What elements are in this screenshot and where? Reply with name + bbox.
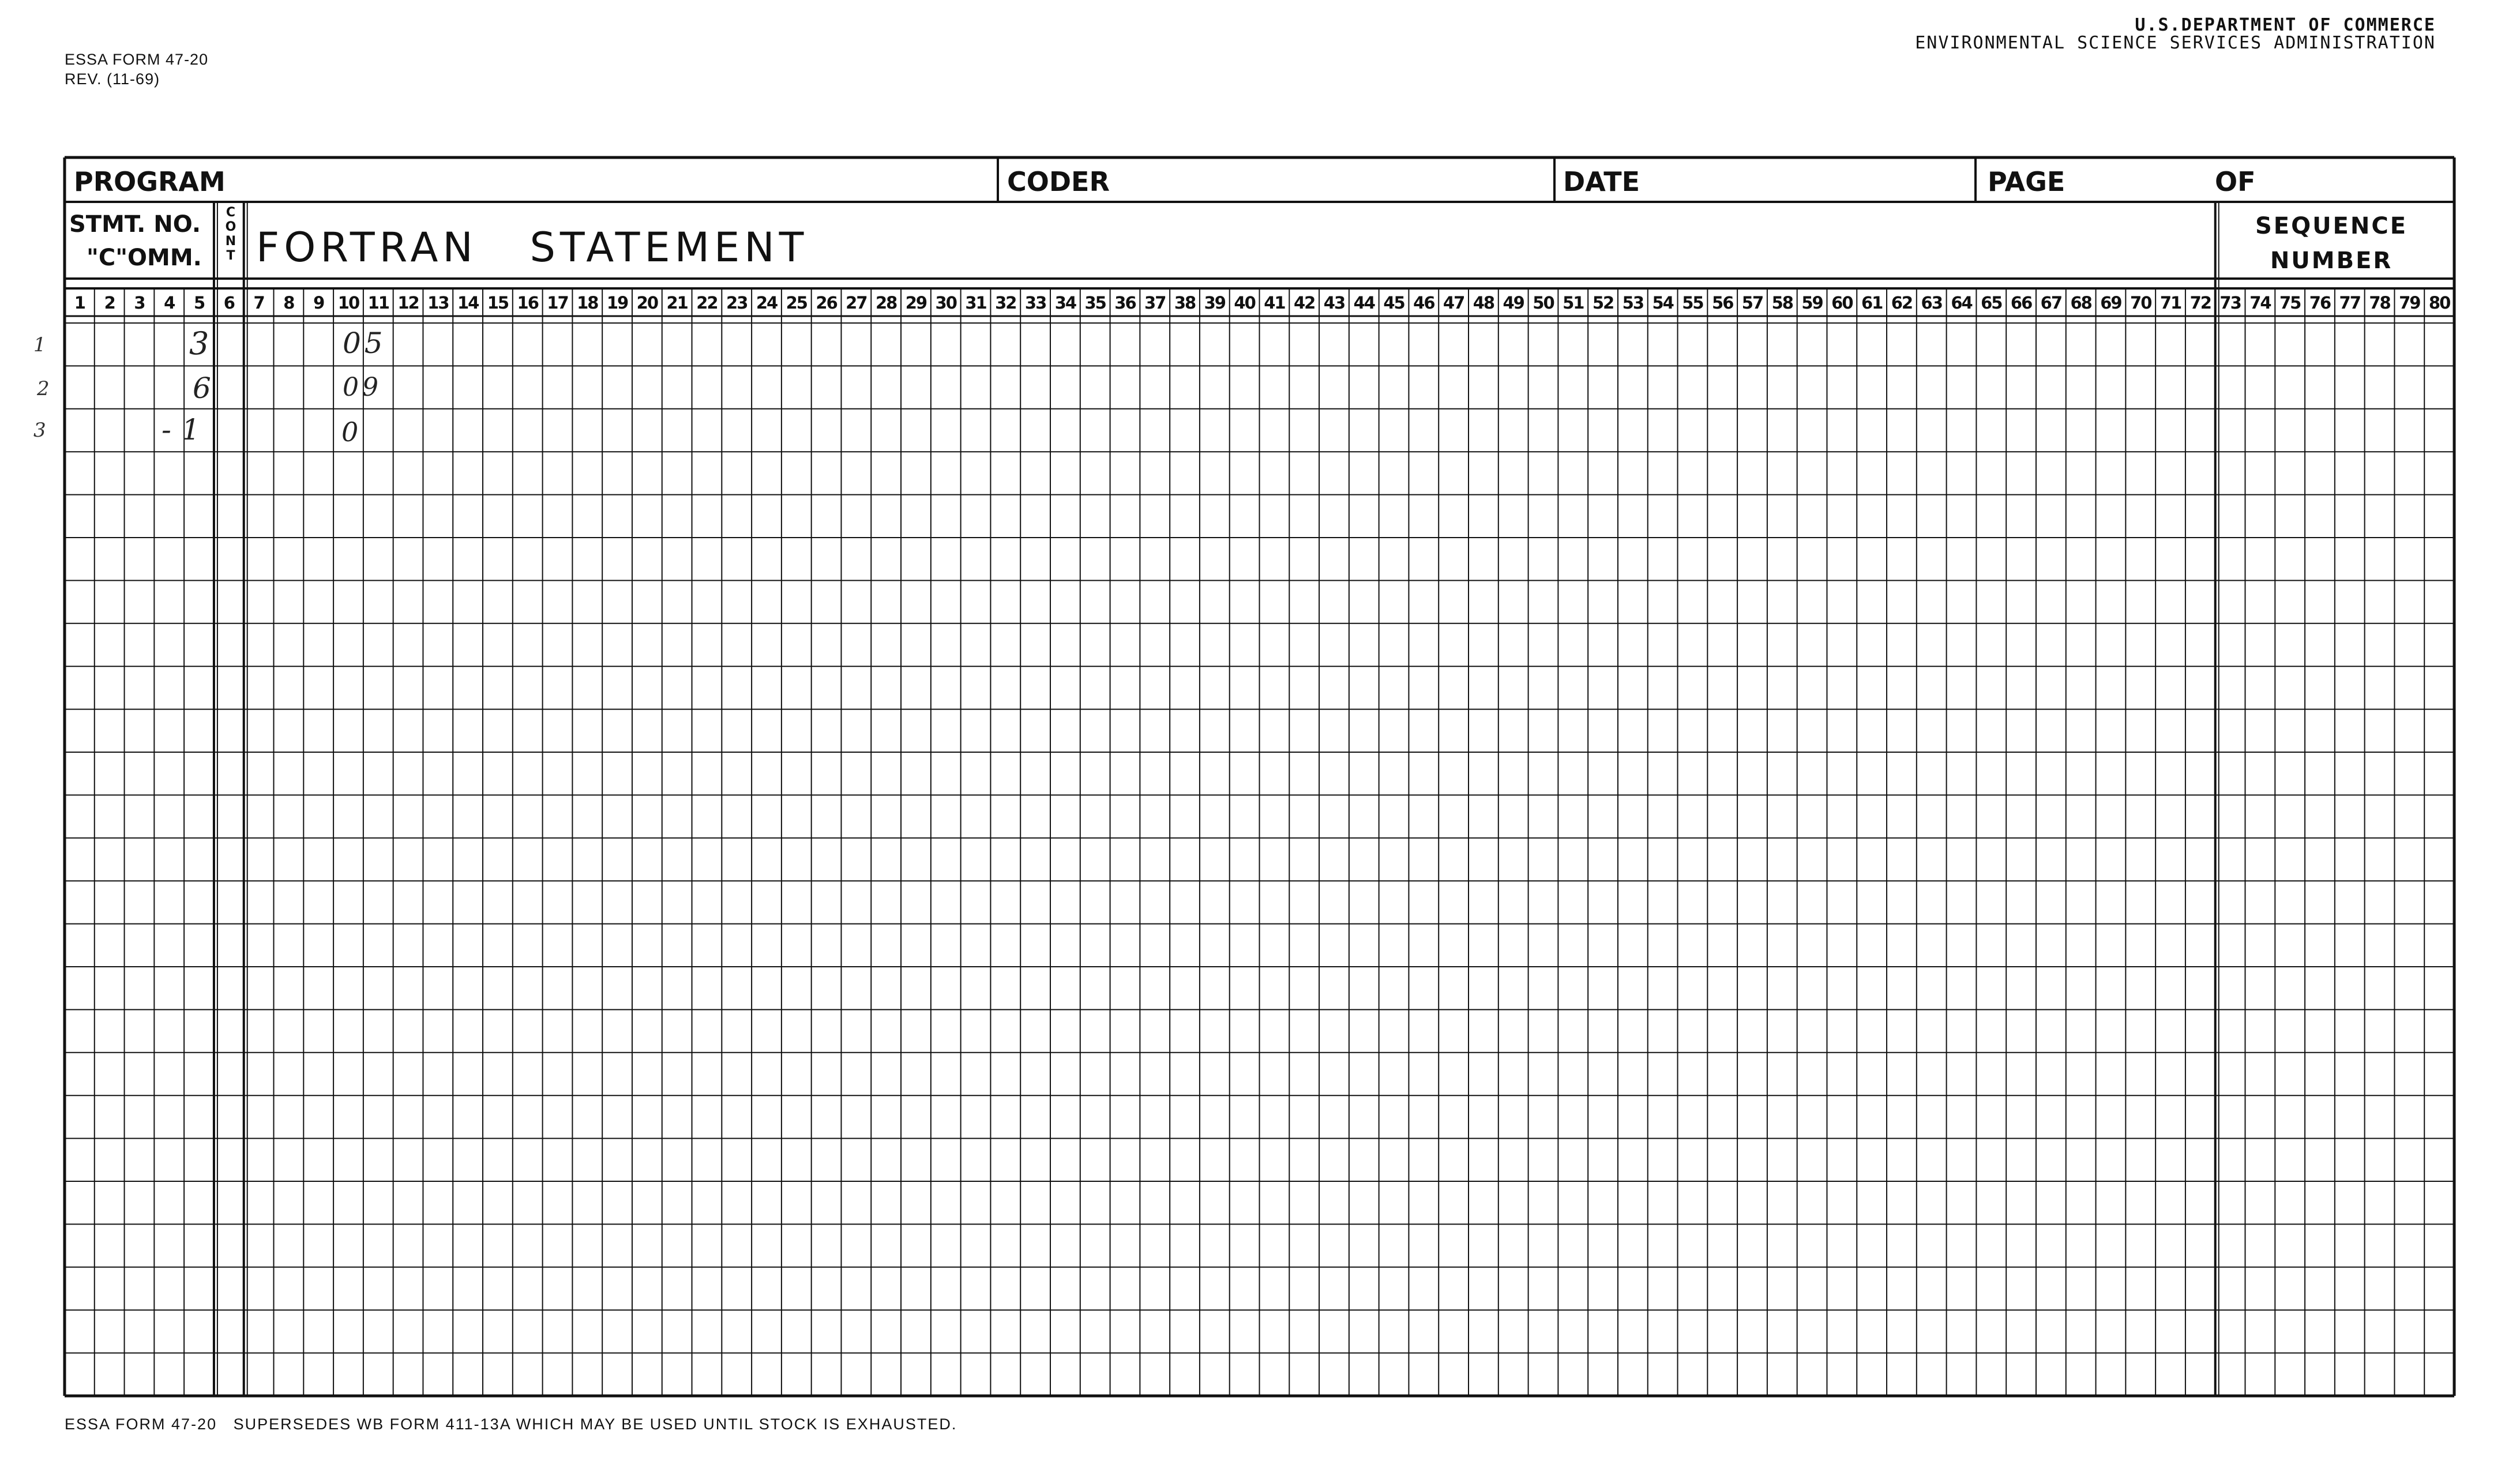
of-field-label: OF <box>2215 166 2256 197</box>
stmt-no-label: STMT. NO. <box>69 211 201 238</box>
sequence-label-line1: SEQUENCE <box>2255 213 2408 239</box>
column-number: 22 <box>696 293 718 313</box>
column-number: 39 <box>1204 293 1225 313</box>
column-number: 32 <box>995 293 1016 313</box>
column-number: 28 <box>875 293 897 313</box>
column-number: 6 <box>223 293 234 313</box>
column-number: 21 <box>666 293 688 313</box>
column-number: 40 <box>1234 293 1255 313</box>
column-number: 8 <box>283 293 294 313</box>
column-number: 29 <box>905 293 927 313</box>
column-number: 66 <box>2010 293 2032 313</box>
column-number: 67 <box>2040 293 2062 313</box>
column-number: 49 <box>1503 293 1524 313</box>
column-number: 25 <box>786 293 807 313</box>
column-number: 34 <box>1054 293 1076 313</box>
column-number: 2 <box>104 293 115 313</box>
column-number: 36 <box>1114 293 1136 313</box>
margin-line-number: 1 <box>33 333 46 356</box>
column-number: 59 <box>1801 293 1823 313</box>
handwritten-code: 09 <box>343 373 382 402</box>
column-number: 43 <box>1323 293 1345 313</box>
form-id-line1: ESSA FORM 47-20 <box>65 51 209 68</box>
column-number: 44 <box>1353 293 1374 313</box>
column-number: 10 <box>337 293 359 313</box>
column-number: 72 <box>2189 293 2211 313</box>
agency-line1: U.S.DEPARTMENT OF COMMERCE <box>2135 15 2436 35</box>
column-number: 1 <box>74 293 85 313</box>
cont-letter: N <box>225 234 236 249</box>
sequence-number-label <box>2222 209 2441 278</box>
cont-letter: T <box>226 249 235 263</box>
continuation-label <box>224 205 237 263</box>
column-number: 70 <box>2130 293 2151 313</box>
column-number: 75 <box>2279 293 2301 313</box>
column-number: 78 <box>2369 293 2390 313</box>
column-number: 58 <box>1771 293 1793 313</box>
column-number: 76 <box>2309 293 2331 313</box>
column-number: 24 <box>756 293 778 313</box>
column-number: 56 <box>1712 293 1733 313</box>
column-number: 51 <box>1563 293 1584 313</box>
column-number: 69 <box>2100 293 2121 313</box>
column-number: 3 <box>134 293 145 313</box>
column-number: 57 <box>1741 293 1763 313</box>
column-number: 42 <box>1293 293 1315 313</box>
column-number: 41 <box>1264 293 1285 313</box>
column-number: 48 <box>1473 293 1494 313</box>
column-number: 52 <box>1592 293 1614 313</box>
agency-line2: ENVIRONMENTAL SCIENCE SERVICES ADMINISTRATION <box>1915 33 2436 53</box>
cont-letter: O <box>225 220 236 234</box>
column-number: 23 <box>726 293 748 313</box>
column-number: 80 <box>2428 293 2450 313</box>
handwritten-stmt-no: 6 <box>193 371 211 405</box>
form-footer: ESSA FORM 47-20 SUPERSEDES WB FORM 411-13A WHICH MAY BE USED UNTIL STOCK IS EXHAUSTED. <box>65 1415 957 1433</box>
column-number: 19 <box>606 293 628 313</box>
column-number: 30 <box>935 293 956 313</box>
column-number: 11 <box>367 293 389 313</box>
column-number: 50 <box>1533 293 1554 313</box>
column-number: 77 <box>2339 293 2360 313</box>
column-number: 4 <box>164 293 175 313</box>
column-number: 37 <box>1144 293 1166 313</box>
column-number: 12 <box>397 293 419 313</box>
column-number: 79 <box>2399 293 2420 313</box>
column-number: 16 <box>517 293 538 313</box>
column-number: 64 <box>1951 293 1972 313</box>
column-number: 26 <box>816 293 837 313</box>
handwritten-stmt-no: 3 <box>189 325 209 362</box>
column-number: 20 <box>636 293 658 313</box>
column-number: 5 <box>193 293 205 313</box>
page-field-label: PAGE <box>1988 166 2065 197</box>
column-number: 7 <box>253 293 264 313</box>
column-number: 47 <box>1443 293 1464 313</box>
column-number: 71 <box>2160 293 2181 313</box>
comment-label: "C"OMM. <box>87 245 202 271</box>
column-number: 68 <box>2070 293 2091 313</box>
column-number: 31 <box>965 293 986 313</box>
form-id-line2: REV. (11-69) <box>65 70 160 88</box>
column-number: 35 <box>1084 293 1106 313</box>
margin-line-number: 2 <box>37 377 50 400</box>
column-number: 15 <box>487 293 509 313</box>
column-number: 13 <box>427 293 449 313</box>
cont-letter: C <box>226 205 236 220</box>
program-field-label: PROGRAM <box>74 166 226 197</box>
column-number: 62 <box>1891 293 1913 313</box>
sequence-label-line2: NUMBER <box>2270 247 2393 274</box>
date-field-label: DATE <box>1563 166 1640 197</box>
column-number: 18 <box>577 293 598 313</box>
column-number: 53 <box>1622 293 1643 313</box>
column-number: 60 <box>1831 293 1853 313</box>
coder-field-label: CODER <box>1007 166 1110 197</box>
handwritten-code: 05 <box>343 326 386 360</box>
margin-line-number: 3 <box>33 419 46 442</box>
column-number: 54 <box>1652 293 1673 313</box>
column-number: 45 <box>1383 293 1404 313</box>
column-number: 74 <box>2249 293 2271 313</box>
column-number: 27 <box>846 293 867 313</box>
column-number: 38 <box>1174 293 1196 313</box>
fortran-statement-label: FORTRAN STATEMENT <box>256 224 809 271</box>
column-number: 14 <box>457 293 479 313</box>
column-number: 46 <box>1413 293 1434 313</box>
column-number: 63 <box>1921 293 1942 313</box>
column-number: 17 <box>547 293 568 313</box>
column-number: 73 <box>2219 293 2241 313</box>
column-number: 65 <box>1981 293 2002 313</box>
column-number: 33 <box>1024 293 1046 313</box>
column-number: 9 <box>313 293 324 313</box>
column-number: 61 <box>1861 293 1883 313</box>
handwritten-code: 0 <box>341 416 359 448</box>
handwritten-stmt-no: -1 <box>162 413 211 446</box>
column-number: 55 <box>1682 293 1703 313</box>
